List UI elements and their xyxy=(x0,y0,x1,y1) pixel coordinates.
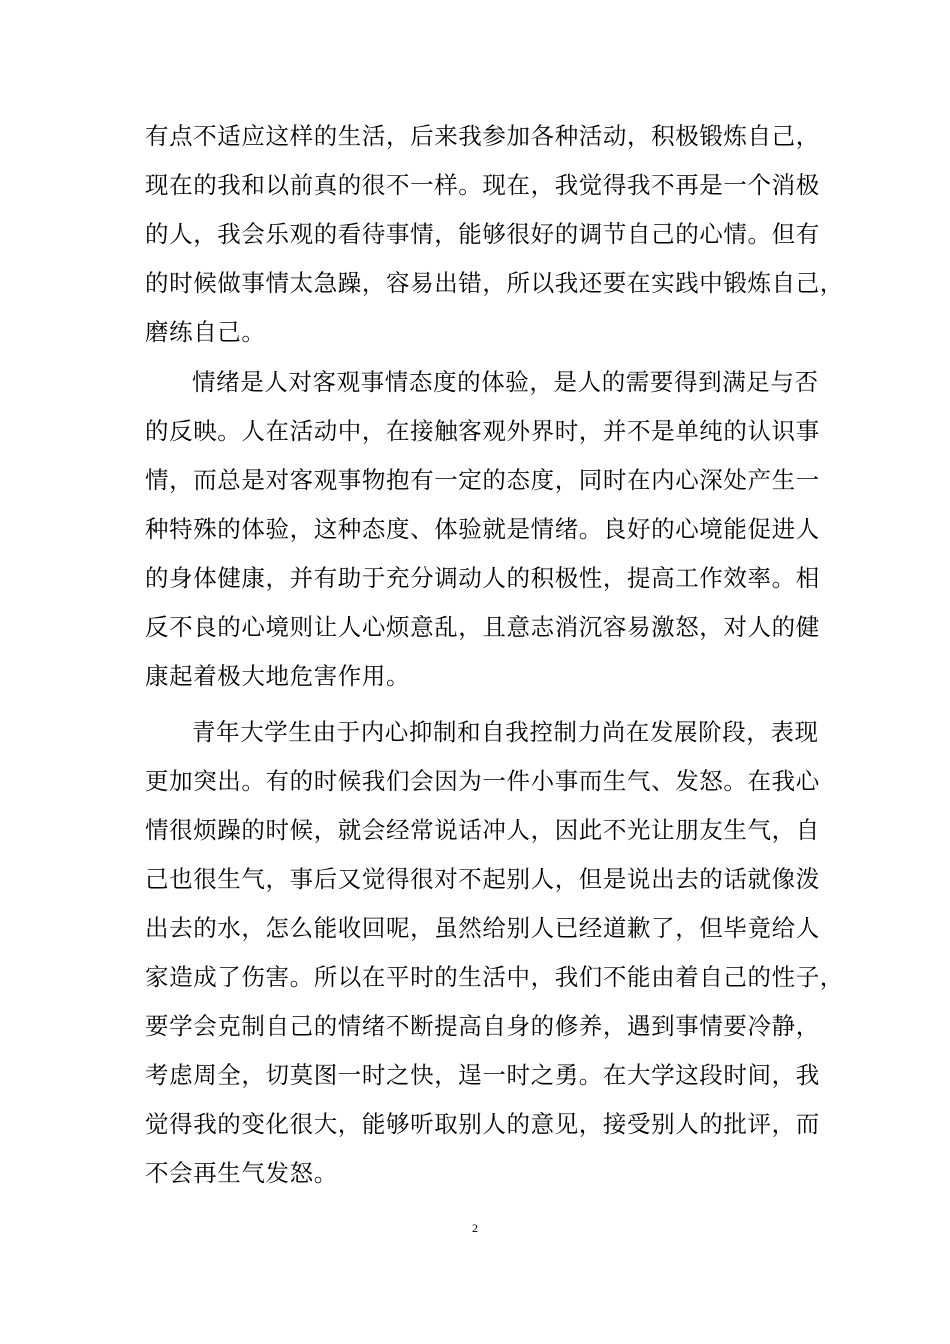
text-line: 情很烦躁的时候，就会经常说话冲人，因此不光让朋友生气，自 xyxy=(145,816,820,844)
text-line: 出去的水，怎么能收回呢，虽然给别人已经道歉了，但毕竟给人 xyxy=(145,914,820,942)
text-line: 觉得我的变化很大，能够听取别人的意见，接受别人的批评，而 xyxy=(145,1110,820,1138)
text-line: 的时候做事情太急躁，容易出错，所以我还要在实践中锻炼自己， xyxy=(145,269,844,297)
text-line: 不会再生气发怒。 xyxy=(145,1159,338,1187)
text-line: 反不良的心境则让人心烦意乱，且意志消沉容易激怒，对人的健 xyxy=(145,613,820,641)
text-line: 磨练自己。 xyxy=(145,318,266,346)
text-line: 的身体健康，并有助于充分调动人的积极性，提高工作效率。相 xyxy=(145,564,820,592)
text-line: 的人，我会乐观的看待事情，能够很好的调节自己的心情。但有 xyxy=(145,220,820,248)
text-line: 情，而总是对客观事物抱有一定的态度，同时在内心深处产生一 xyxy=(145,466,820,494)
paragraph-first-line: 情绪是人对客观事情态度的体验，是人的需要得到满足与否 xyxy=(192,368,819,396)
text-line: 家造成了伤害。所以在平时的生活中，我们不能由着自己的性子， xyxy=(145,963,844,991)
text-line: 康起着极大地危害作用。 xyxy=(145,662,411,690)
text-line: 更加突出。有的时候我们会因为一件小事而生气、发怒。在我心 xyxy=(145,767,820,795)
text-line: 有点不适应这样的生活，后来我参加各种活动，积极锻炼自己， xyxy=(145,122,820,150)
text-line: 现在的我和以前真的很不一样。现在，我觉得我不再是一个消极 xyxy=(145,171,820,199)
text-line: 要学会克制自己的情绪不断提高自身的修养，遇到事情要冷静， xyxy=(145,1012,820,1040)
text-line: 己也很生气，事后又觉得很对不起别人，但是说出去的话就像泼 xyxy=(145,865,820,893)
page-number: 2 xyxy=(472,1221,478,1235)
text-line: 的反映。人在活动中，在接触客观外界时，并不是单纯的认识事 xyxy=(145,417,820,445)
text-line: 种特殊的体验，这种态度、体验就是情绪。良好的心境能促进人 xyxy=(145,515,820,543)
text-line: 考虑周全，切莫图一时之快，逞一时之勇。在大学这段时间，我 xyxy=(145,1061,820,1089)
paragraph-first-line: 青年大学生由于内心抑制和自我控制力尚在发展阶段，表现 xyxy=(192,718,819,746)
